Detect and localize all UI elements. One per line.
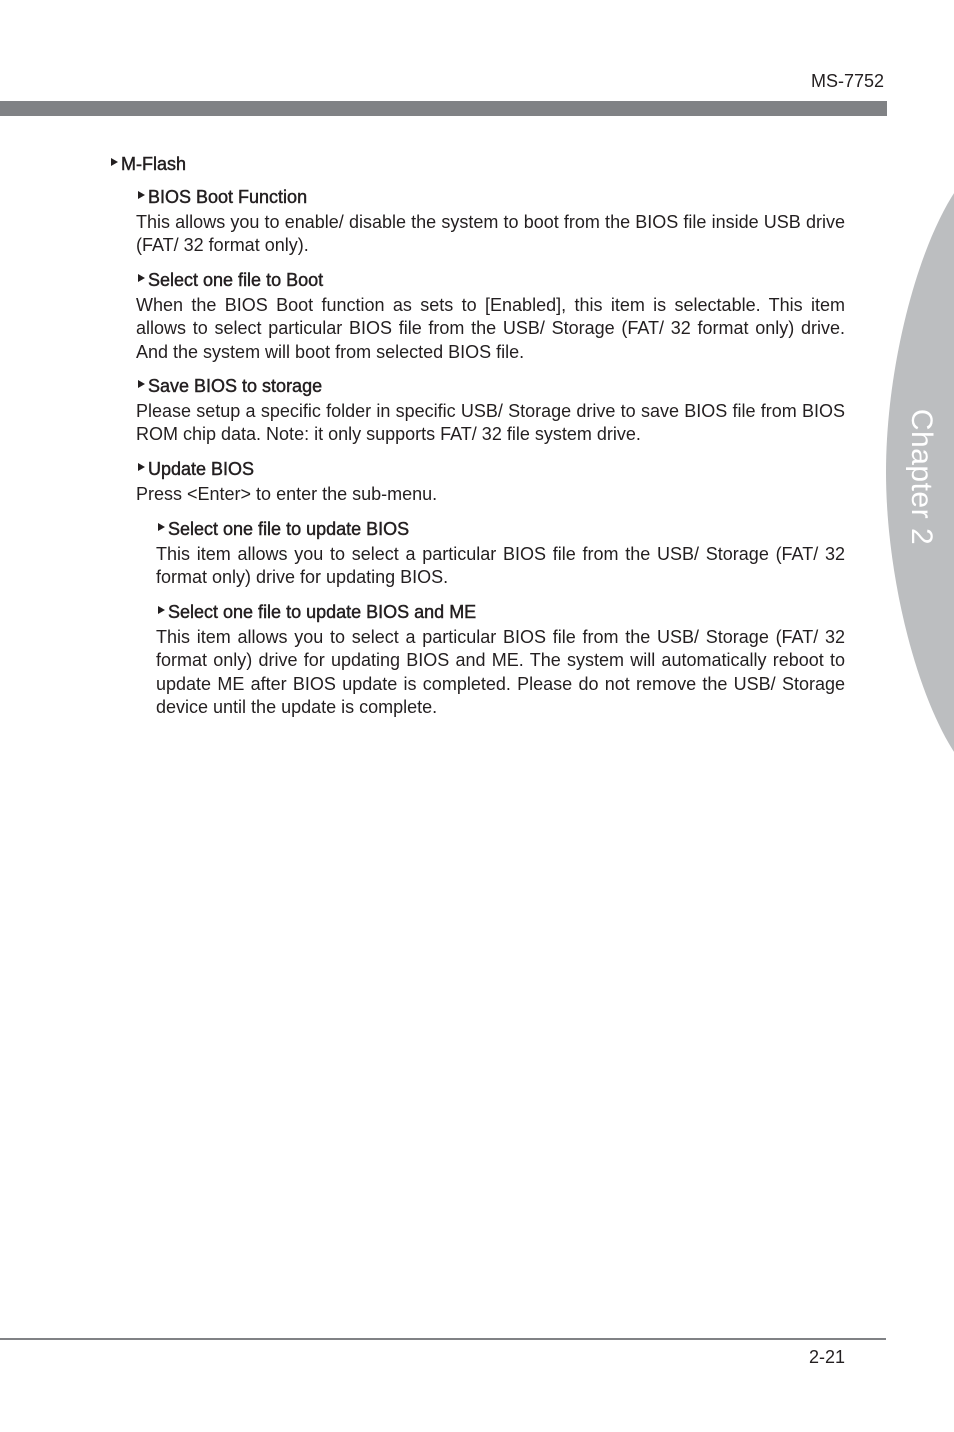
para-update-bios: Press <Enter> to enter the sub-menu.	[136, 484, 438, 504]
header-bar	[0, 101, 887, 116]
heading-save-bios: Save BIOS to storage	[138, 375, 322, 397]
heading-select-file-boot: Select one file to Boot	[138, 269, 323, 291]
page-number: 2-21	[808, 1347, 845, 1367]
para-save-bios: Please setup a specific folder in specific USB/ Storage drive to save BIOS file from BIOS ROM chip data. Note: it only supports FAT/ 32 file system drive.	[136, 401, 845, 445]
triangle-bullet-icon	[111, 158, 118, 166]
triangle-bullet-icon	[138, 274, 145, 282]
triangle-bullet-icon	[138, 463, 145, 471]
para-select-file-update-bios-me: This item allows you to select a particular BIOS file from the USB/ Storage (FAT/ 32 format only) drive for updating BIOS and ME. The system will automatically reboot to update ME after BIOS update is completed. Please do not remove the USB/ Storage device until the update is complete.	[156, 627, 845, 717]
chapter-label: Chapter 2	[905, 408, 938, 546]
heading-update-bios: Update BIOS	[138, 458, 254, 480]
triangle-bullet-icon	[158, 606, 165, 614]
para-select-file-update-bios: This item allows you to select a particular BIOS file from the USB/ Storage (FAT/ 32 format only) drive for updating BIOS.	[156, 544, 845, 588]
heading-select-file-update-bios: Select one file to update BIOS	[158, 518, 409, 540]
triangle-bullet-icon	[158, 523, 165, 531]
triangle-bullet-icon	[138, 191, 145, 199]
heading-bios-boot-function: BIOS Boot Function	[138, 186, 307, 208]
heading-select-file-update-bios-me: Select one file to update BIOS and ME	[158, 601, 476, 623]
model-number: MS-7752	[810, 71, 884, 91]
footer-rule	[0, 1338, 886, 1340]
para-bios-boot-function: This allows you to enable/ disable the system to boot from the BIOS file inside USB drive (FAT/ 32 format only).	[136, 212, 845, 256]
para-select-file-boot: When the BIOS Boot function as sets to [Enabled], this item is selectable. This item allows to select particular BIOS file from the USB/ Storage (FAT/ 32 format only) drive. And the system will boot from selected BIOS file.	[136, 295, 845, 362]
triangle-bullet-icon	[138, 380, 145, 388]
heading-m-flash: M-Flash	[111, 153, 186, 175]
